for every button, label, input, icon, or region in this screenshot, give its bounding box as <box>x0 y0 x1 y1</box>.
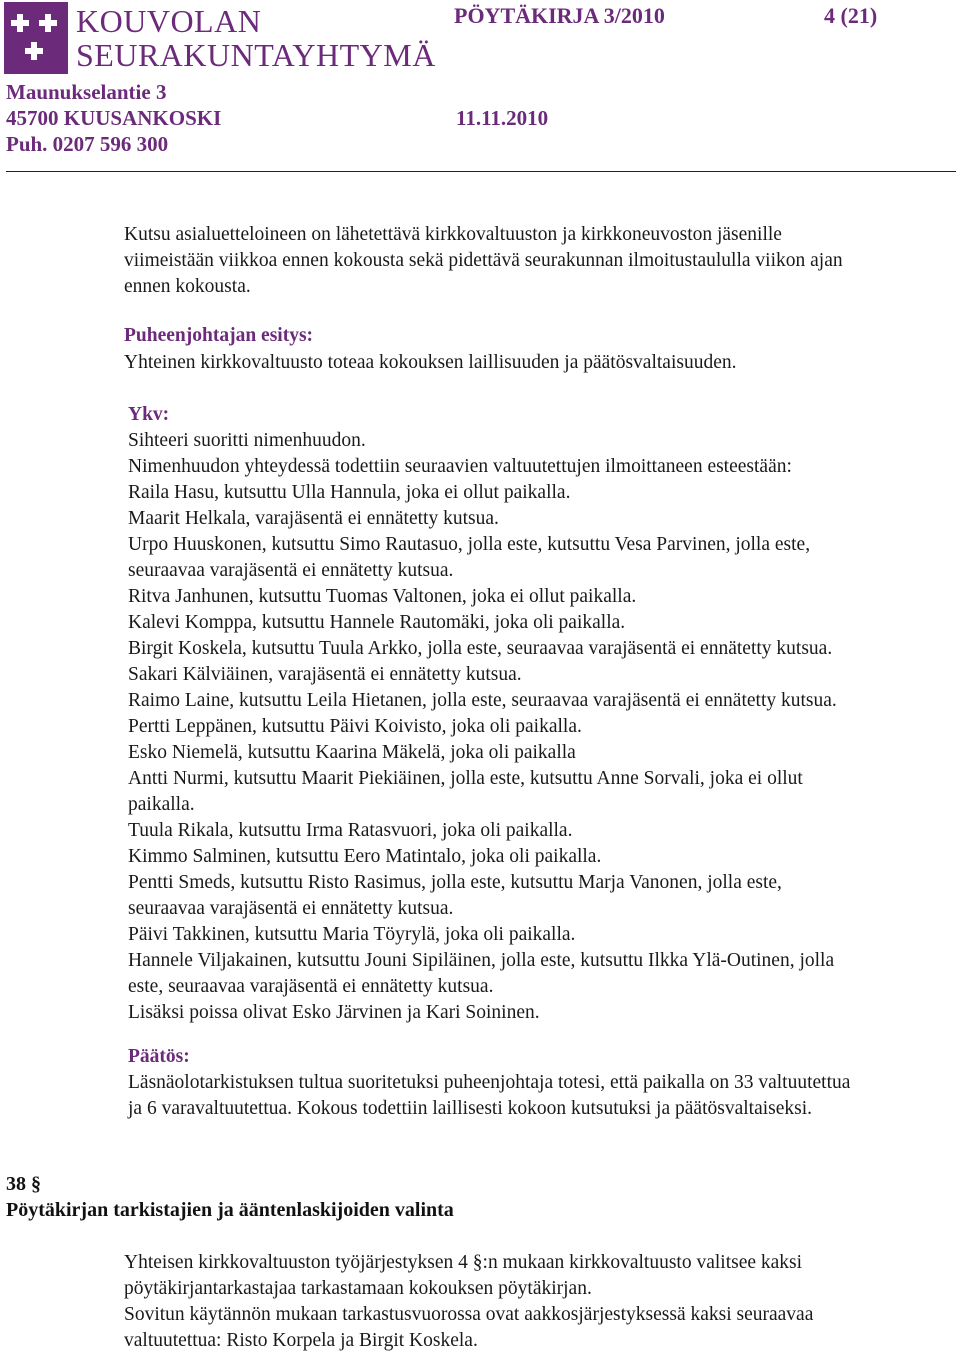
ykv-line: paikalla. <box>128 794 195 815</box>
section-number: 38 § <box>6 1173 41 1195</box>
ykv-heading: Ykv: <box>128 404 170 425</box>
proposal-heading: Puheenjohtajan esitys: <box>124 325 314 346</box>
intro-line: ennen kokousta. <box>124 276 251 297</box>
ykv-body <box>128 428 837 1026</box>
ykv-line: Kalevi Komppa, kutsuttu Hannele Rautomäki, joka oli paikalla. <box>128 612 626 633</box>
decision-line: ja 6 varavaltuutettua. Kokous todettiin laillisesti kokoon kutsutuksi ja päätösvaltaiseksi. <box>128 1098 813 1119</box>
ykv-line: este, seuraavaa varajäsentä ei ennätetty kutsua. <box>128 976 494 997</box>
ykv-line: Antti Nurmi, kutsuttu Maarit Piekiäinen, jolla este, kutsuttu Anne Sorvali, joka ei ollut <box>128 768 803 789</box>
ykv-line: Raila Hasu, kutsuttu Ulla Hannula, joka ei ollut paikalla. <box>128 482 571 503</box>
ykv-line: Esko Niemelä, kutsuttu Kaarina Mäkelä, joka oli paikalla <box>128 742 576 763</box>
ykv-line: Raimo Laine, kutsuttu Leila Hietanen, jolla este, seuraavaa varajäsentä ei ennätetty kutsua. <box>128 690 837 711</box>
intro-line: Kutsu asialuetteloineen on lähetettävä kirkkovaltuuston ja kirkkoneuvoston jäsenille <box>124 224 782 245</box>
ykv-line: Sihteeri suoritti nimenhuudon. <box>128 430 366 451</box>
ykv-line: Nimenhuudon yhteydessä todettiin seuraavien valtuutettujen ilmoittaneen esteestään: <box>128 456 792 477</box>
organization-name-line1: KOUVOLAN <box>76 3 262 39</box>
proposal-text <box>124 350 737 376</box>
ykv-line: Tuula Rikala, kutsuttu Irma Ratasvuori, joka oli paikalla. <box>128 820 573 841</box>
header-divider <box>6 171 956 172</box>
document-title: PÖYTÄKIRJA 3/2010 <box>454 3 665 28</box>
ykv-line: Maarit Helkala, varajäsentä ei ennätetty kutsua. <box>128 508 499 529</box>
section38-body <box>124 1250 813 1354</box>
section38-line: valtuutettua: Risto Korpela ja Birgit Koskela. <box>124 1330 478 1351</box>
ykv-line: Hannele Viljakainen, kutsuttu Jouni Sipiläinen, jolla este, kutsuttu Ilkka Ylä-Outinen, jolla <box>128 950 835 971</box>
section38-line: pöytäkirjantarkastajaa tarkastamaan kokouksen pöytäkirjan. <box>124 1278 592 1299</box>
ykv-line: Pentti Smeds, kutsuttu Risto Rasimus, jolla este, kutsuttu Marja Vanonen, jolla este, <box>128 872 782 893</box>
cross-logo-icon <box>4 2 68 74</box>
decision-body <box>128 1070 850 1122</box>
ykv-line: Urpo Huuskonen, kutsuttu Simo Rautasuo, jolla este, kutsuttu Vesa Parvinen, jolla este, <box>128 534 811 555</box>
organization-name-line2: SEURAKUNTAYHTYMÄ <box>76 37 436 73</box>
ykv-line: Sakari Kälviäinen, varajäsentä ei ennätetty kutsua. <box>128 664 522 685</box>
page-number: 4 (21) <box>824 3 878 28</box>
decision-heading: Päätös: <box>128 1046 190 1067</box>
document-date: 11.11.2010 <box>456 106 549 130</box>
ykv-line: Ritva Janhunen, kutsuttu Tuomas Valtonen, joka ei ollut paikalla. <box>128 586 637 607</box>
ykv-line: seuraavaa varajäsentä ei ennätetty kutsua. <box>128 560 454 581</box>
ykv-line: Kimmo Salminen, kutsuttu Eero Matintalo, joka oli paikalla. <box>128 846 602 867</box>
ykv-line: seuraavaa varajäsentä ei ennätetty kutsua. <box>128 898 454 919</box>
intro-paragraph <box>124 222 843 300</box>
intro-line: viimeistään viikkoa ennen kokousta sekä pidettävä seurakunnan ilmoitustaululla viikon ajan <box>124 250 843 271</box>
section-title: Pöytäkirjan tarkistajien ja ääntenlaskijoiden valinta <box>6 1199 454 1221</box>
ykv-line: Päivi Takkinen, kutsuttu Maria Töyrylä, joka oli paikalla. <box>128 924 576 945</box>
ykv-line: Pertti Leppänen, kutsuttu Päivi Koivisto, joka oli paikalla. <box>128 716 582 737</box>
ykv-line: Birgit Koskela, kutsuttu Tuula Arkko, jolla este, seuraavaa varajäsentä ei ennätetty kutsua. <box>128 638 833 659</box>
organization-name <box>76 4 436 72</box>
address-city: 45700 KUUSANKOSKI <box>6 106 222 130</box>
section38-line: Sovitun käytännön mukaan tarkastusvuorossa ovat aakkosjärjestyksessä kaksi seuraavaa <box>124 1304 814 1325</box>
ykv-line: Lisäksi poissa olivat Esko Järvinen ja Kari Soininen. <box>128 1002 540 1023</box>
proposal-line: Yhteinen kirkkovaltuusto toteaa kokouksen laillisuuden ja päätösvaltaisuuden. <box>124 352 737 373</box>
section38-line: Yhteisen kirkkovaltuuston työjärjestyksen 4 §:n mukaan kirkkovaltuusto valitsee kaksi <box>124 1252 803 1273</box>
phone-number: Puh. 0207 596 300 <box>6 132 169 156</box>
decision-line: Läsnäolotarkistuksen tultua suoritetuksi puheenjohtaja totesi, että paikalla on 33 valtuutettua <box>128 1072 851 1093</box>
address-street: Maunukselantie 3 <box>6 80 167 104</box>
